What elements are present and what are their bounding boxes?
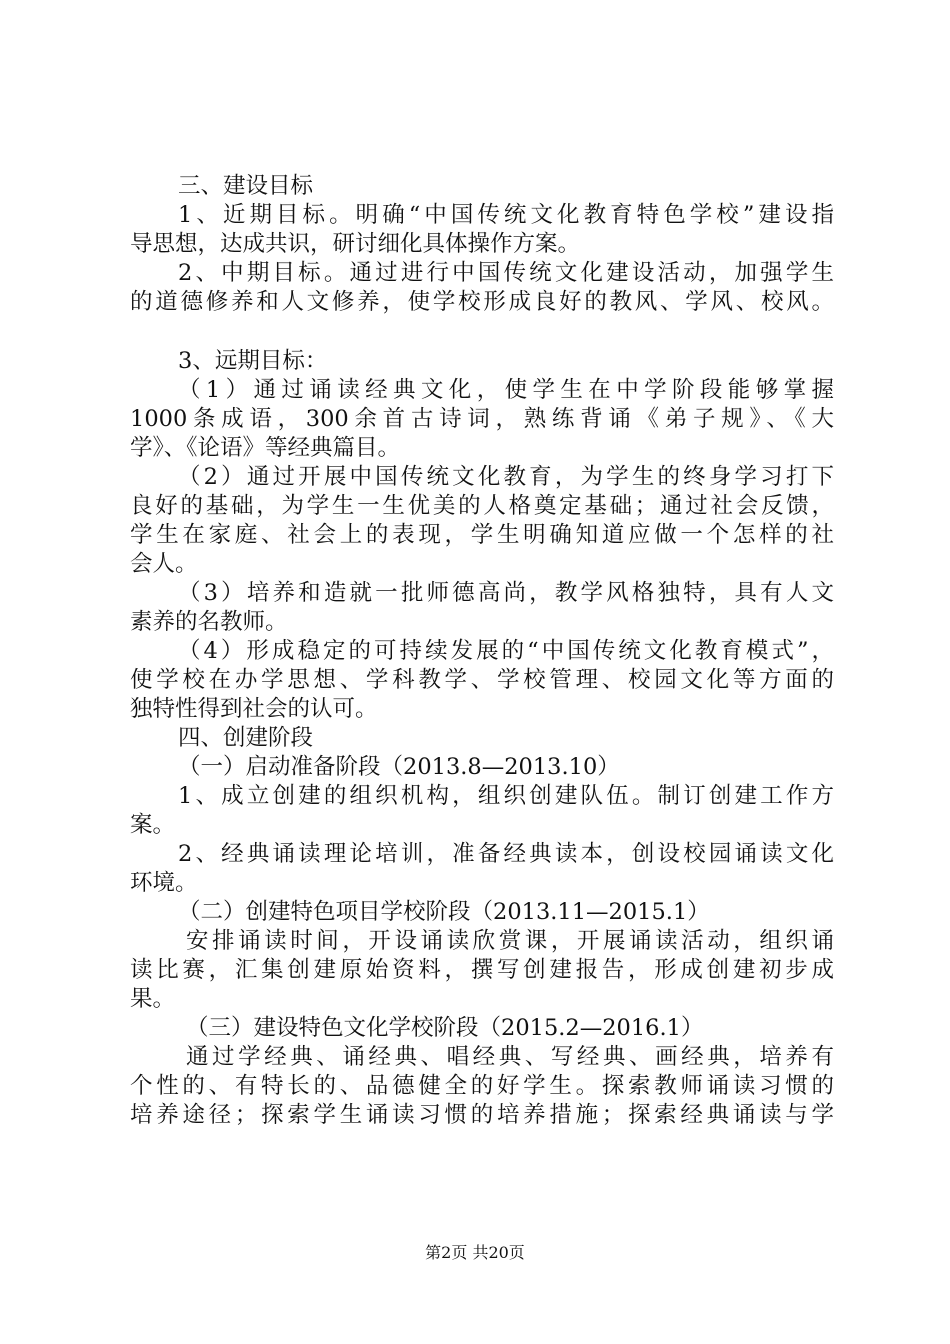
- paragraph-line: （2）通过开展中国传统文化教育，为学生的终身学习打下: [178, 464, 834, 490]
- paragraph-line: 环境。: [130, 870, 198, 896]
- paragraph-line: （1）通过诵读经典文化，使学生在中学阶段能够掌握: [178, 377, 834, 403]
- paragraph-line: 果。: [130, 986, 176, 1012]
- paragraph-line: 1、成立创建的组织机构，组织创建队伍。制订创建工作方: [178, 783, 834, 809]
- paragraph-line: 导思想，达成共识，研讨细化具体操作方案。: [130, 231, 581, 257]
- paragraph-line: 通过学经典、诵经典、唱经典、写经典、画经典，培养有: [186, 1044, 834, 1070]
- document-body: [130, 172, 834, 1130]
- paragraph-line: 1000条成语，300余首古诗词，熟练背诵《弟子规》、《大: [130, 406, 834, 432]
- paragraph-line: 独特性得到社会的认可。: [130, 696, 378, 722]
- paragraph-line: 素养的名教师。: [130, 609, 288, 635]
- stage-heading: （二）创建特色项目学校阶段（2013.11—2015.1）: [178, 899, 710, 925]
- paragraph-line: （4）形成稳定的可持续发展的“中国传统文化教育模式”，: [178, 638, 834, 664]
- paragraph-line: （3）培养和造就一批师德高尚，教学风格独特，具有人文: [178, 580, 834, 606]
- paragraph-line: 良好的基础，为学生一生优美的人格奠定基础；通过社会反馈，: [130, 493, 834, 519]
- paragraph-line: 安排诵读时间，开设诵读欣赏课，开展诵读活动，组织诵: [186, 928, 834, 954]
- paragraph-line: 会人。: [130, 551, 198, 577]
- paragraph-line: 学生在家庭、社会上的表现，学生明确知道应做一个怎样的社: [130, 522, 834, 548]
- subheading-long-term-goals: 3、远期目标：: [178, 348, 328, 374]
- blank-line: [130, 317, 834, 347]
- paragraph-line: 使学校在办学思想、学科教学、学校管理、校园文化等方面的: [130, 667, 834, 693]
- paragraph-line: 读比赛，汇集创建原始资料，撰写创建报告，形成创建初步成: [130, 957, 834, 983]
- paragraph-line: 的道德修养和人文修养，使学校形成良好的教风、学风、校风。: [130, 289, 834, 315]
- stage-heading: （一）启动准备阶段（2013.8—2013.10）: [178, 754, 620, 780]
- paragraph-line: 2、经典诵读理论培训，准备经典读本，创设校园诵读文化: [178, 841, 834, 867]
- paragraph-line: 1、近期目标。明确“中国传统文化教育特色学校”建设指: [178, 202, 834, 228]
- paragraph-line: 案。: [130, 812, 176, 838]
- stage-heading: （三）建设特色文化学校阶段（2015.2—2016.1）: [186, 1015, 704, 1041]
- paragraph-line: 个性的、有特长的、品德健全的好学生。探索教师诵读习惯的: [130, 1073, 834, 1099]
- paragraph-line: 2、中期目标。通过进行中国传统文化建设活动，加强学生: [178, 260, 834, 286]
- section-heading-stages: 四、创建阶段: [178, 725, 314, 751]
- section-heading-goals: 三、建设目标: [178, 173, 314, 199]
- page-number-footer: 第2页 共20页: [425, 1243, 525, 1262]
- paragraph-line: 培养途径；探索学生诵读习惯的培养措施；探索经典诵读与学: [130, 1102, 834, 1128]
- paragraph-line: 学》、《论语》等经典篇目。: [130, 435, 401, 461]
